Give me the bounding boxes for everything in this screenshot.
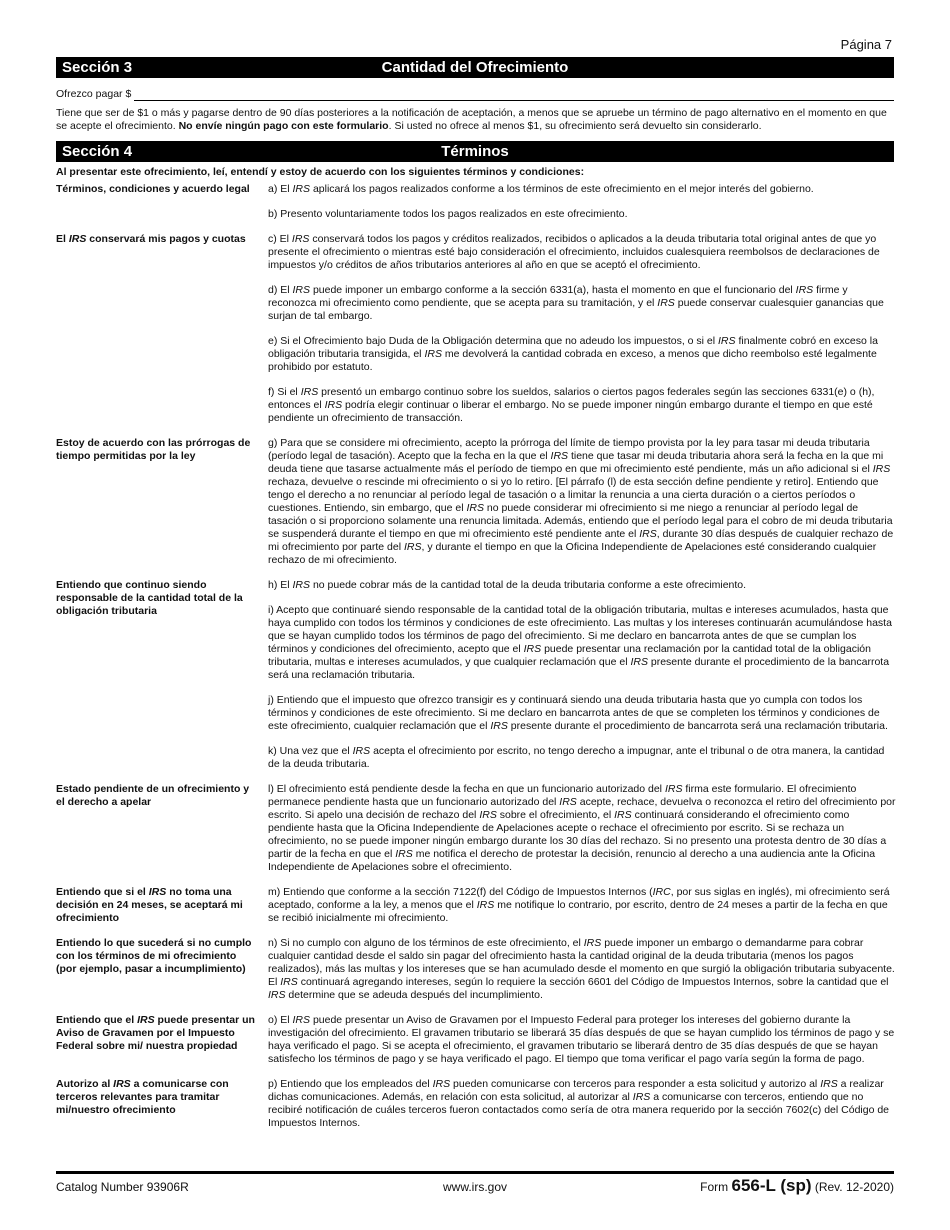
intro-text-a: Tiene que ser de $1 o más y pagarse dentro de 90 días posteriores a la notificación de aceptación, a menos que se apruebe un término de pago alternativo en el momento en que se acepte el ofrecimiento. <box>56 107 887 132</box>
terms-paragraph: i) Acepto que continuaré siendo responsable de la cantidad total de la obligación tributaria, multas e intereses acumulados, hasta que haya cumplido con todos los términos y condiciones de este ofrecimiento. Las multas y los intereses continuarán acumulándose hasta que se hayan cumplido todos los términos de pago del ofrecimiento. Si me declaro en bancarrota antes de que se cumplan los términos y condiciones del ofrecimiento, acepto que el IRS puede presentar una reclamación por la cantidad total de la obligación tributaria, multas e intereses acumulados, y que cualquier reclamación que el IRS presente durante el procedimiento de la bancarrota será una reclamación tributaria. <box>268 604 892 681</box>
offer-amount-row <box>56 88 894 100</box>
section-3-label: Sección 3 <box>62 59 133 76</box>
terms-row-heading: Estoy de acuerdo con las prórrogas de tiempo permitidas por la ley <box>56 437 251 462</box>
terms-paragraph: e) Si el Ofrecimiento bajo Duda de la Obligación determina que no adeudo los impuestos, o si el IRS finalmente cobró en exceso la obligación tributaria transigida, el IRS me devolverá la cantidad cobrada en exceso, a menos que dicho reembolso esté legalmente prohibido por estatuto. <box>268 335 878 373</box>
terms-paragraph: n) Si no cumplo con alguno de los términos de este ofrecimiento, el IRS puede imponer un embargo o demandarme para cobrar cualquier cantidad desde el saldo sin pagar del ofrecimiento hasta la cantidad original de la deuda tributaria (menos los pagos realizados), más las multas y los intereses que se han acumulado desde el momento en que surgió la obligación tributaria subyacente. El IRS continuará agregando intereses, según lo requiere la sección 6601 del Código de Impuestos Internos, sobre la cantidad que el IRS determine que se adeuda después del incumplimiento. <box>268 937 895 1001</box>
terms-row <box>56 886 896 937</box>
terms-row-heading: Entiendo que si el IRS no toma una decisión en 24 meses, se aceptará mi ofrecimiento <box>56 886 243 924</box>
terms-row <box>56 783 896 886</box>
terms-paragraph: j) Entiendo que el impuesto que ofrezco transigir es y continuará siendo una deuda tributaria hasta que yo cumpla con todos los términos y condiciones de este ofrecimiento. Si me declaro en bancarrota antes de que se completen los términos y condiciones de este ofrecimiento, cualquier reclamación que el IRS presente durante el procedimiento de bancarrota será una reclamación tributaria. <box>268 694 888 732</box>
intro-text-bold: No envíe ningún pago con este formulario <box>178 120 389 132</box>
section-4-label: Sección 4 <box>62 143 133 160</box>
terms-paragraph: b) Presento voluntariamente todos los pagos realizados en este ofrecimiento. <box>268 208 628 220</box>
terms-paragraph: g) Para que se considere mi ofrecimiento, acepto la prórroga del límite de tiempo provista por la ley para tasar mi deuda tributaria (período legal de tasación). Acepto que la fecha en la que el IRS tiene que tasar mi deuda tributaria ahora será la fecha en la que mi deuda tiene que tasarse actualmente más el período de tiempo en que mi ofrecimiento esté pendiente, más un año adicional si el IRS rechaza, devuelve o rescinde mi ofrecimiento o si yo lo retiro. [El párrafo (l) de esta sección define pendiente y retiro]. Entiendo que tengo el derecho a no renunciar al período legal de tasación o a limitar la renuncia a una cierta duración o a ciertos períodos o cuestiones. Entiendo, sin embargo, que el IRS no puede considerar mi ofrecimiento si me niego a renunciar al período legal de tasación o si proporciono solamente una renuncia limitada. Además, entiendo que el período legal para el cobro de mi deuda tributaria se suspenderá durante el tiempo en que mi ofrecimiento esté pendiente ante el IRS, durante 30 días después de cualquier rechazo de mi ofrecimiento por parte del IRS, y durante el tiempo en que la Oficina Independiente de Apelaciones esté considerando cualquier rechazo de mi ofrecimiento. <box>268 437 894 566</box>
section-3-title: Cantidad del Ofrecimiento <box>381 59 569 76</box>
irs-url[interactable]: www.irs.gov <box>442 1180 507 1194</box>
terms-row <box>56 1078 896 1142</box>
terms-row <box>56 579 896 783</box>
footer-rule <box>56 1171 894 1174</box>
terms-paragraph: o) El IRS puede presentar un Aviso de Gravamen por el Impuesto Federal para proteger los intereses del gobierno durante la investigación del ofrecimiento. El gravamen tributario se liberará 35 días después de que se hayan cumplido los términos de pago y se haya verificado el pago. Si se acepta el ofrecimiento, el gravamen tributario se liberará dentro de 35 días después de que se hayan satisfecho los términos de pago y se haya verificado el pago. El tiempo que toma verificar el pago varía según la forma de pago. <box>268 1014 895 1065</box>
terms-row-heading: Entiendo que el IRS puede presentar un Aviso de Gravamen por el Impuesto Federal sobre mi/ nuestra propiedad <box>56 1014 255 1052</box>
terms-row <box>56 937 896 1014</box>
terms-paragraph: a) El IRS aplicará los pagos realizados conforme a los términos de este ofrecimiento en el mejor interés del gobierno. <box>268 183 814 195</box>
section-4-header <box>56 141 894 162</box>
terms-row <box>56 183 896 233</box>
terms-row-paragraphs <box>268 183 896 233</box>
terms-row-heading: El IRS conservará mis pagos y cuotas <box>56 233 246 245</box>
form-rev: (Rev. 12-2020) <box>811 1180 894 1194</box>
terms-row-paragraphs <box>268 437 896 579</box>
terms-paragraph: c) El IRS conservará todos los pagos y créditos realizados, recibidos o aplicados a la deuda tributaria total original antes de que yo presente el ofrecimiento o mientras esté bajo consideración el ofrecimiento, incluidos cualesquiera reembolsos de declaraciones de impuestos y/o créditos de años tributarios anteriores al año en que se aceptó el ofrecimiento. <box>268 233 880 271</box>
terms-paragraph: k) Una vez que el IRS acepta el ofrecimiento por escrito, no tengo derecho a impugnar, ante el tribunal o de otra manera, la cantidad de la deuda tributaria. <box>268 745 885 770</box>
terms-row-heading: Autorizo al IRS a comunicarse con terceros relevantes para tramitar mi/nuestro ofrecimiento <box>56 1078 229 1116</box>
terms-paragraph: l) El ofrecimiento está pendiente desde la fecha en que un funcionario autorizado del IRS firma este formulario. El ofrecimiento permanece pendiente hasta que un funcionario autorizado del IRS acepte, rechace, devuelva o reconozca el retiro del ofrecimiento por escrito. Si apelo una decisión de rechazo del IRS sobre el ofrecimiento, el IRS continuará considerando el ofrecimiento como pendiente hasta que la Oficina Independiente de Apelaciones acepte o rechace el ofrecimiento por escrito. Si se rechaza un ofrecimiento, no se puede imponer ningún embargo durante los 30 días del rechazo. Si no presento una protesta dentro de 30 días a partir de la fecha en que el IRS me notifica el derecho de protestar la decisión, renuncio al derecho a una audiencia ante la Oficina Independiente de Apelaciones sobre el ofrecimiento. <box>268 783 896 873</box>
section-4-title: Términos <box>441 143 509 160</box>
terms-paragraph: f) Si el IRS presentó un embargo continuo sobre los sueldos, salarios o ciertos pagos federales según las secciones 6331(e) o (h), entonces el IRS podría elegir continuar o liberar el embargo. No se puede imponer ningún embargo durante el tiempo en que esté pendiente un ofrecimiento de transacción. <box>268 386 875 424</box>
terms-row-heading: Términos, condiciones y acuerdo legal <box>56 183 250 195</box>
terms-row-paragraphs <box>268 886 896 937</box>
form-number: 656-L (sp) <box>731 1176 812 1195</box>
terms-paragraph: d) El IRS puede imponer un embargo conforme a la sección 6331(a), hasta el momento en que el funcionario del IRS firme y reconozca mi ofrecimiento como pendiente, que se acepta para su tramitación, y el IRS puede conservar cualesquier ganancias que surjan de tal embargo. <box>268 284 884 322</box>
terms-row-paragraphs <box>268 579 896 783</box>
terms-paragraph: p) Entiendo que los empleados del IRS pueden comunicarse con terceros para responder a esta solicitud y autorizo al IRS a realizar dichas comunicaciones. Además, en relación con esta solicitud, al autorizar al IRS a comunicarse con terceros, entiendo que no recibiré notificación de cuáles terceros fueron contactados como sería de otra manera requerido por la sección 7602(c) del Código de Impuestos Internos. <box>268 1078 890 1129</box>
catalog-number: Catalog Number 93906R <box>56 1180 189 1194</box>
terms-row <box>56 1014 896 1078</box>
terms-row-heading: Entiendo que continuo siendo responsable de la cantidad total de la obligación tributaria <box>56 579 243 617</box>
section-3-header <box>56 57 894 78</box>
form-prefix: Form <box>700 1180 732 1194</box>
terms-row-paragraphs <box>268 783 896 886</box>
terms-row <box>56 437 896 579</box>
offer-amount-field[interactable] <box>134 100 894 101</box>
terms-paragraph: h) El IRS no puede cobrar más de la cantidad total de la deuda tributaria conforme a este ofrecimiento. <box>268 579 747 591</box>
terms-lead: Al presentar este ofrecimiento, leí, entendí y estoy de acuerdo con los siguientes términos y condiciones: <box>56 166 585 178</box>
page-number: Página 7 <box>840 37 892 52</box>
terms-row-heading: Entiendo lo que sucederá si no cumplo con los términos de mi ofrecimiento (por ejemplo, pasar a incumplimiento) <box>56 937 252 975</box>
terms-paragraph: m) Entiendo que conforme a la sección 7122(f) del Código de Impuestos Internos (IRC, por sus siglas en inglés), mi ofrecimiento será aceptado, conforme a la ley, a menos que el IRS me notifique lo contrario, por escrito, dentro de 24 meses a partir de la fecha en que se recibió inicialmente mi ofrecimiento. <box>268 886 890 924</box>
terms-row-paragraphs <box>268 1014 896 1078</box>
offer-instructions <box>56 107 896 133</box>
terms-row-paragraphs <box>268 233 896 437</box>
intro-text-c: . Si usted no ofrece al menos $1, su ofrecimiento será devuelto sin considerarlo. <box>388 120 762 132</box>
terms-row-paragraphs <box>268 1078 896 1142</box>
terms-row-heading: Estado pendiente de un ofrecimiento y el derecho a apelar <box>56 783 250 808</box>
terms-list <box>56 183 896 1142</box>
terms-row-paragraphs <box>268 937 896 1014</box>
form-id <box>700 1176 894 1196</box>
offer-amount-label: Ofrezco pagar $ <box>56 88 132 100</box>
terms-row <box>56 233 896 437</box>
